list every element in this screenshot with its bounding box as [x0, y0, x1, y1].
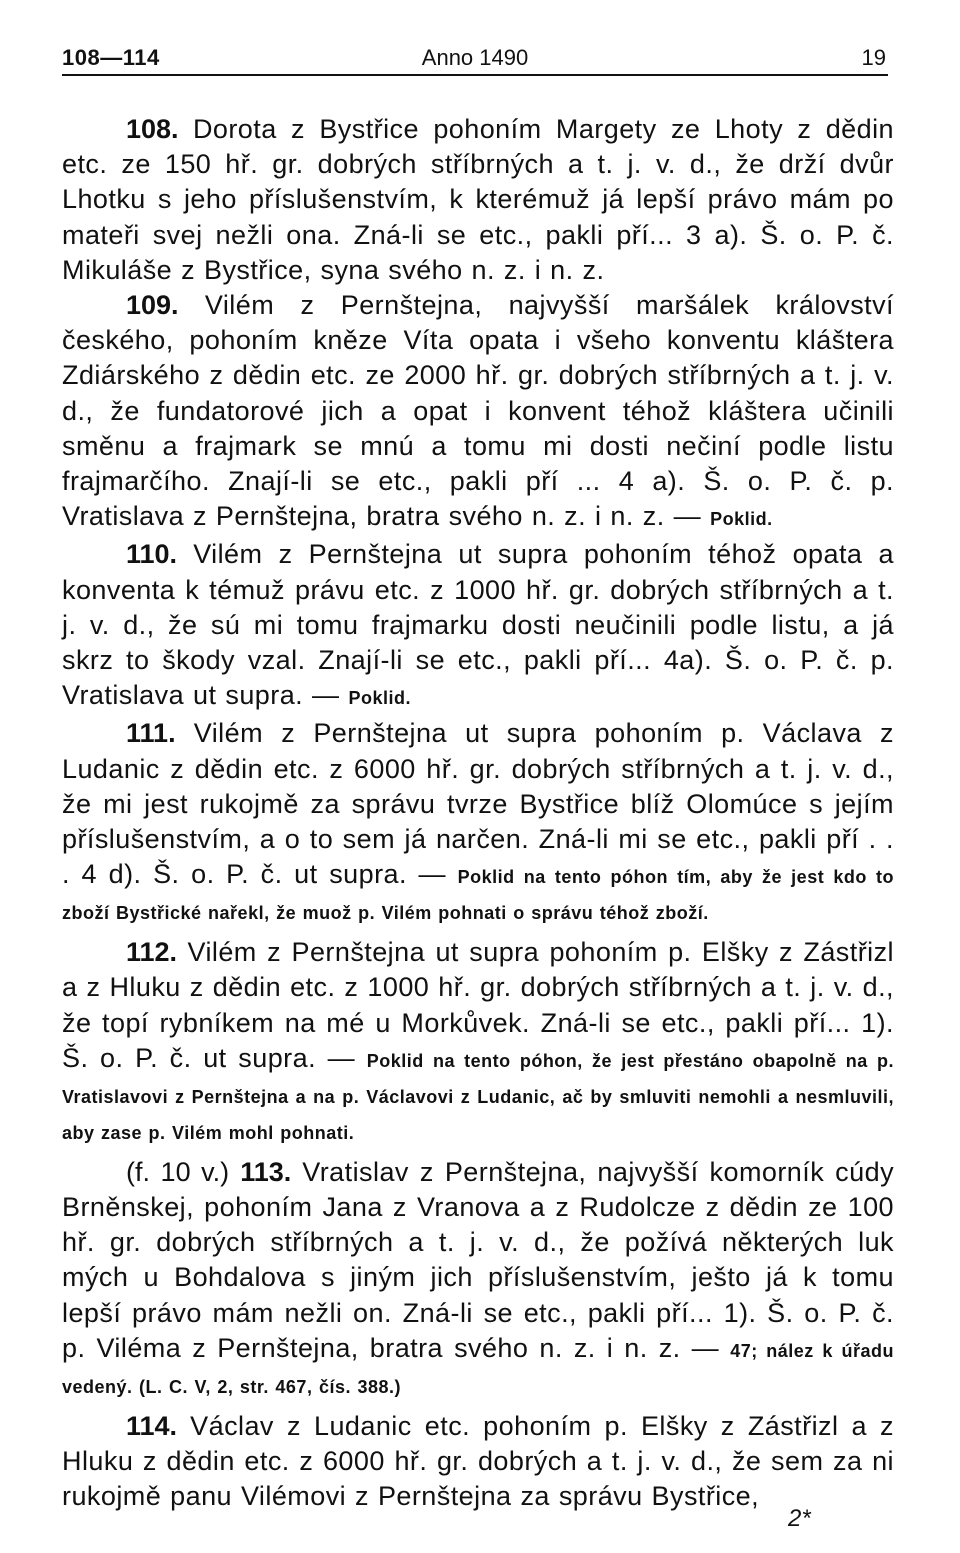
entry-note: 47; nález k úřadu vedený. (L. C. V, 2, str. 467, čís. 388.): [62, 1340, 894, 1397]
entry-108: [62, 112, 894, 288]
entry-number: 112.: [126, 937, 178, 968]
entry-note: Poklid.: [348, 688, 411, 709]
entry-number: 110.: [126, 539, 178, 570]
entry-113: [62, 1155, 894, 1403]
entry-114: [62, 1409, 894, 1515]
entry-text: Vilém z Pernštejna ut supra pohoním téhož opata a konventa k témuž právu etc. z 1000 hř. gr. dobrých stříbrných a t. j. v. d., že sú mi tomu frajmarku dosti neučinili podle listu, a já skrz to škody vzal. Znají-li se etc., pakli pří... 4a). Š. o. P. č. p. Vratislava ut supra. —: [62, 539, 894, 711]
entry-number: 114.: [126, 1410, 178, 1441]
entry-text: Vilém z Pernštejna, najvyšší maršálek království českého, pohoním kněze Víta opata i všeho konventu kláštera Zdiárského z dědin etc. ze 2000 hř. gr. dobrých stříbrných a t. j. v. d., že fundatorové jich a opat i konvent téhož kláštera učinili směnu a frajmark se mnú a tomu mi dosti nečiní podle listu frajmarčího. Znají-li se etc., pakli pří ... 4 a). Š. o. P. č. p. Vratislava z Pernštejna, bratra svého n. z. i n. z. —: [62, 290, 895, 532]
entry-110: [62, 537, 894, 716]
signature-mark: 2*: [788, 1505, 811, 1532]
page-number: 19: [861, 45, 886, 70]
page-body: [62, 112, 894, 1515]
entry-text: Václav z Ludanic etc. pohoním p. Elšky z Zástřizl a z Hluku z dědin etc. z 6000 hř. gr. dobrých a t. j. v. d., že sem za ni rukojmě panu Vilémovi z Pernštejna za správu Bystřice,: [62, 1410, 894, 1512]
entry-112: [62, 935, 894, 1149]
header-title: Anno 1490: [421, 45, 529, 70]
entry-text: Vilém z Pernštejna ut supra pohoním p. Elšky z Zástřizl a z Hluku z dědin etc. z 1000 hř. gr. dobrých stříbrných a t. j. v. d., že topí rybníkem na mé u Morkůvek. Zná-li se etc., pakli pří... 1). Š. o. P. č. ut supra. —: [62, 937, 894, 1073]
entry-111: [62, 716, 894, 929]
entry-text: Dorota z Bystřice pohoním Margety ze Lhoty z dědin etc. ze 150 hř. gr. dobrých stříbrných a t. j. v. d., že drží dvůr Lhotku s jeho příslušenstvím, k kterémuž já lepší právo mám po mateři svej nežli ona. Zná-li se etc., pakli pří... 3 a). Š. o. P. č. Mikuláše z Bystřice, syna svého n. z. i n. z.: [62, 114, 895, 285]
entry-note: Poklid.: [710, 509, 773, 530]
entry-note: Poklid na tento póhon tím, aby že jest kdo to zboží Bystřické nařekl, že muož p. Vilém pohnati o správu téhož zboží.: [62, 867, 894, 924]
entry-number: 113.: [240, 1156, 292, 1187]
entry-text: Vratislav z Pernštejna, najvyšší komorník cúdy Brněnskej, pohoním Jana z Vranova a z Rudolcze z dědin ze 100 hř. gr. dobrých stříbrných a t. j. v. d., že požívá některých luk mých u Bohdalova s jiným jich příslušenstvím, ještо já k tomu lepší právo mám nežli on. Zná-li se etc., pakli pří... 1). Š. o. P. č. p. Viléma z Pernštejna, bratra svého n. z. i n. z. —: [62, 1156, 895, 1363]
entry-number: 108.: [126, 114, 179, 144]
entry-109: [62, 288, 894, 537]
entry-note: Poklid na tento póhon, že jest přestáno obapolně na p. Vratislavovi z Pernštejna a na p. Václavovi z Ludanic, ač by smluviti nemohli a nesmluvili, aby zase p. Vilém mohl pohnati.: [62, 1050, 894, 1143]
entry-number: 109.: [126, 290, 179, 321]
folio-reference: (f. 10 v.): [126, 1156, 230, 1187]
entry-number: 111.: [126, 718, 176, 749]
entry-text: Vilém z Pernštejna ut supra pohoním p. Václava z Ludanic z dědin etc. z 6000 hř. gr. dobrých stříbrných a t. j. v. d., že mi jest rukojmě za správu tvrze Bystřice blíž Olomúce s jejím příslušenstvím, a o to sem já narčen. Zná-li mi se etc., pakli pří . . . 4 d). Š. o. P. č. ut supra. —: [62, 718, 895, 890]
entry-range: 108—114: [62, 45, 160, 70]
running-header: [62, 42, 888, 76]
